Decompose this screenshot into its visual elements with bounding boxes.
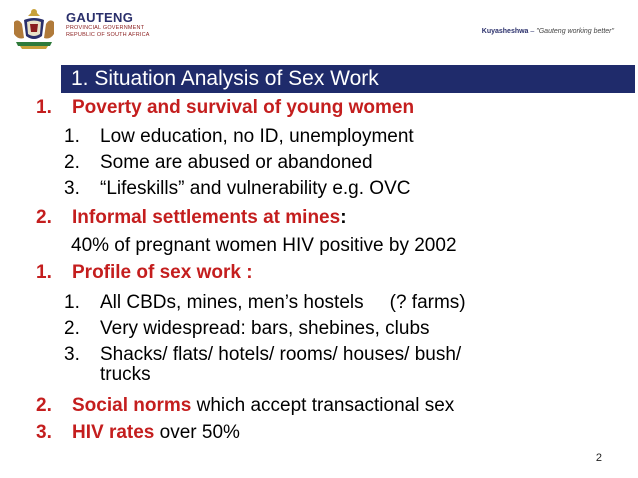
list-text: Poverty and survival of young women — [72, 97, 415, 118]
page-number: 2 — [595, 452, 602, 464]
sub-item-lifeskills — [64, 178, 410, 200]
list-text: Shacks/ flats/ hotels/ rooms/ houses/ bush/ — [100, 344, 462, 365]
list-number: 2. — [64, 318, 80, 339]
sub-item-cbds — [64, 292, 466, 314]
list-number: 2. — [36, 395, 52, 416]
list-text: Low education, no ID, unemployment — [100, 126, 414, 147]
list-text: Profile of sex work : — [72, 262, 253, 283]
sub-item-shacks-continued — [100, 364, 151, 386]
list-text: 40% of pregnant women HIV positive by 2002 — [71, 235, 457, 256]
list-item-poverty — [36, 97, 414, 119]
list-item-profile — [36, 262, 253, 284]
list-text-rest: over 50% — [154, 422, 240, 443]
sub-item-shacks — [64, 344, 461, 366]
list-text: Informal settlements at mines — [72, 207, 341, 228]
list-number: 1. — [36, 97, 52, 118]
statement-hiv-pregnant — [71, 235, 457, 257]
list-number: 2. — [64, 152, 80, 173]
list-number: 3. — [64, 178, 80, 199]
list-item-social-norms — [36, 395, 454, 417]
logo-subtitle-1: PROVINCIAL GOVERNMENT — [66, 25, 145, 31]
title-bar — [61, 65, 635, 93]
list-number: 1. — [64, 126, 80, 147]
sub-item-education — [64, 126, 414, 148]
list-text: HIV rates — [72, 422, 155, 443]
list-number: 1. — [64, 292, 80, 313]
sub-item-abused — [64, 152, 373, 174]
tagline — [482, 28, 614, 35]
slide-title: 1. Situation Analysis of Sex Work — [71, 67, 379, 90]
list-number: 3. — [64, 344, 80, 365]
list-colon: : — [340, 207, 347, 228]
list-number: 2. — [36, 207, 52, 228]
logo-subtitle-2: REPUBLIC OF SOUTH AFRICA — [66, 32, 150, 38]
list-text: Social norms — [72, 395, 192, 416]
list-item-hiv-rates — [36, 422, 240, 444]
list-text-continued: trucks — [100, 364, 151, 385]
coat-of-arms-icon — [8, 6, 60, 50]
list-text: Some are abused or abandoned — [100, 152, 373, 173]
sub-item-widespread — [64, 318, 430, 340]
list-item-informal-settlements — [36, 207, 347, 229]
list-number: 1. — [36, 262, 52, 283]
tagline-separator: – — [528, 28, 537, 35]
list-text: Very widespread: bars, shebines, clubs — [100, 318, 430, 339]
list-text: “Lifeskills” and vulnerability e.g. OVC — [100, 178, 411, 199]
tagline-quote: "Gauteng working better" — [536, 28, 614, 35]
list-text: All CBDs, mines, men’s hostels — [100, 292, 364, 313]
tagline-brand: Kuyasheshwa — [481, 28, 529, 35]
list-number: 3. — [36, 422, 52, 443]
list-text-rest: which accept transactional sex — [191, 395, 455, 416]
gauteng-logo — [8, 6, 158, 50]
list-aside: (? farms) — [389, 292, 466, 313]
logo-name: GAUTENG — [66, 10, 134, 25]
